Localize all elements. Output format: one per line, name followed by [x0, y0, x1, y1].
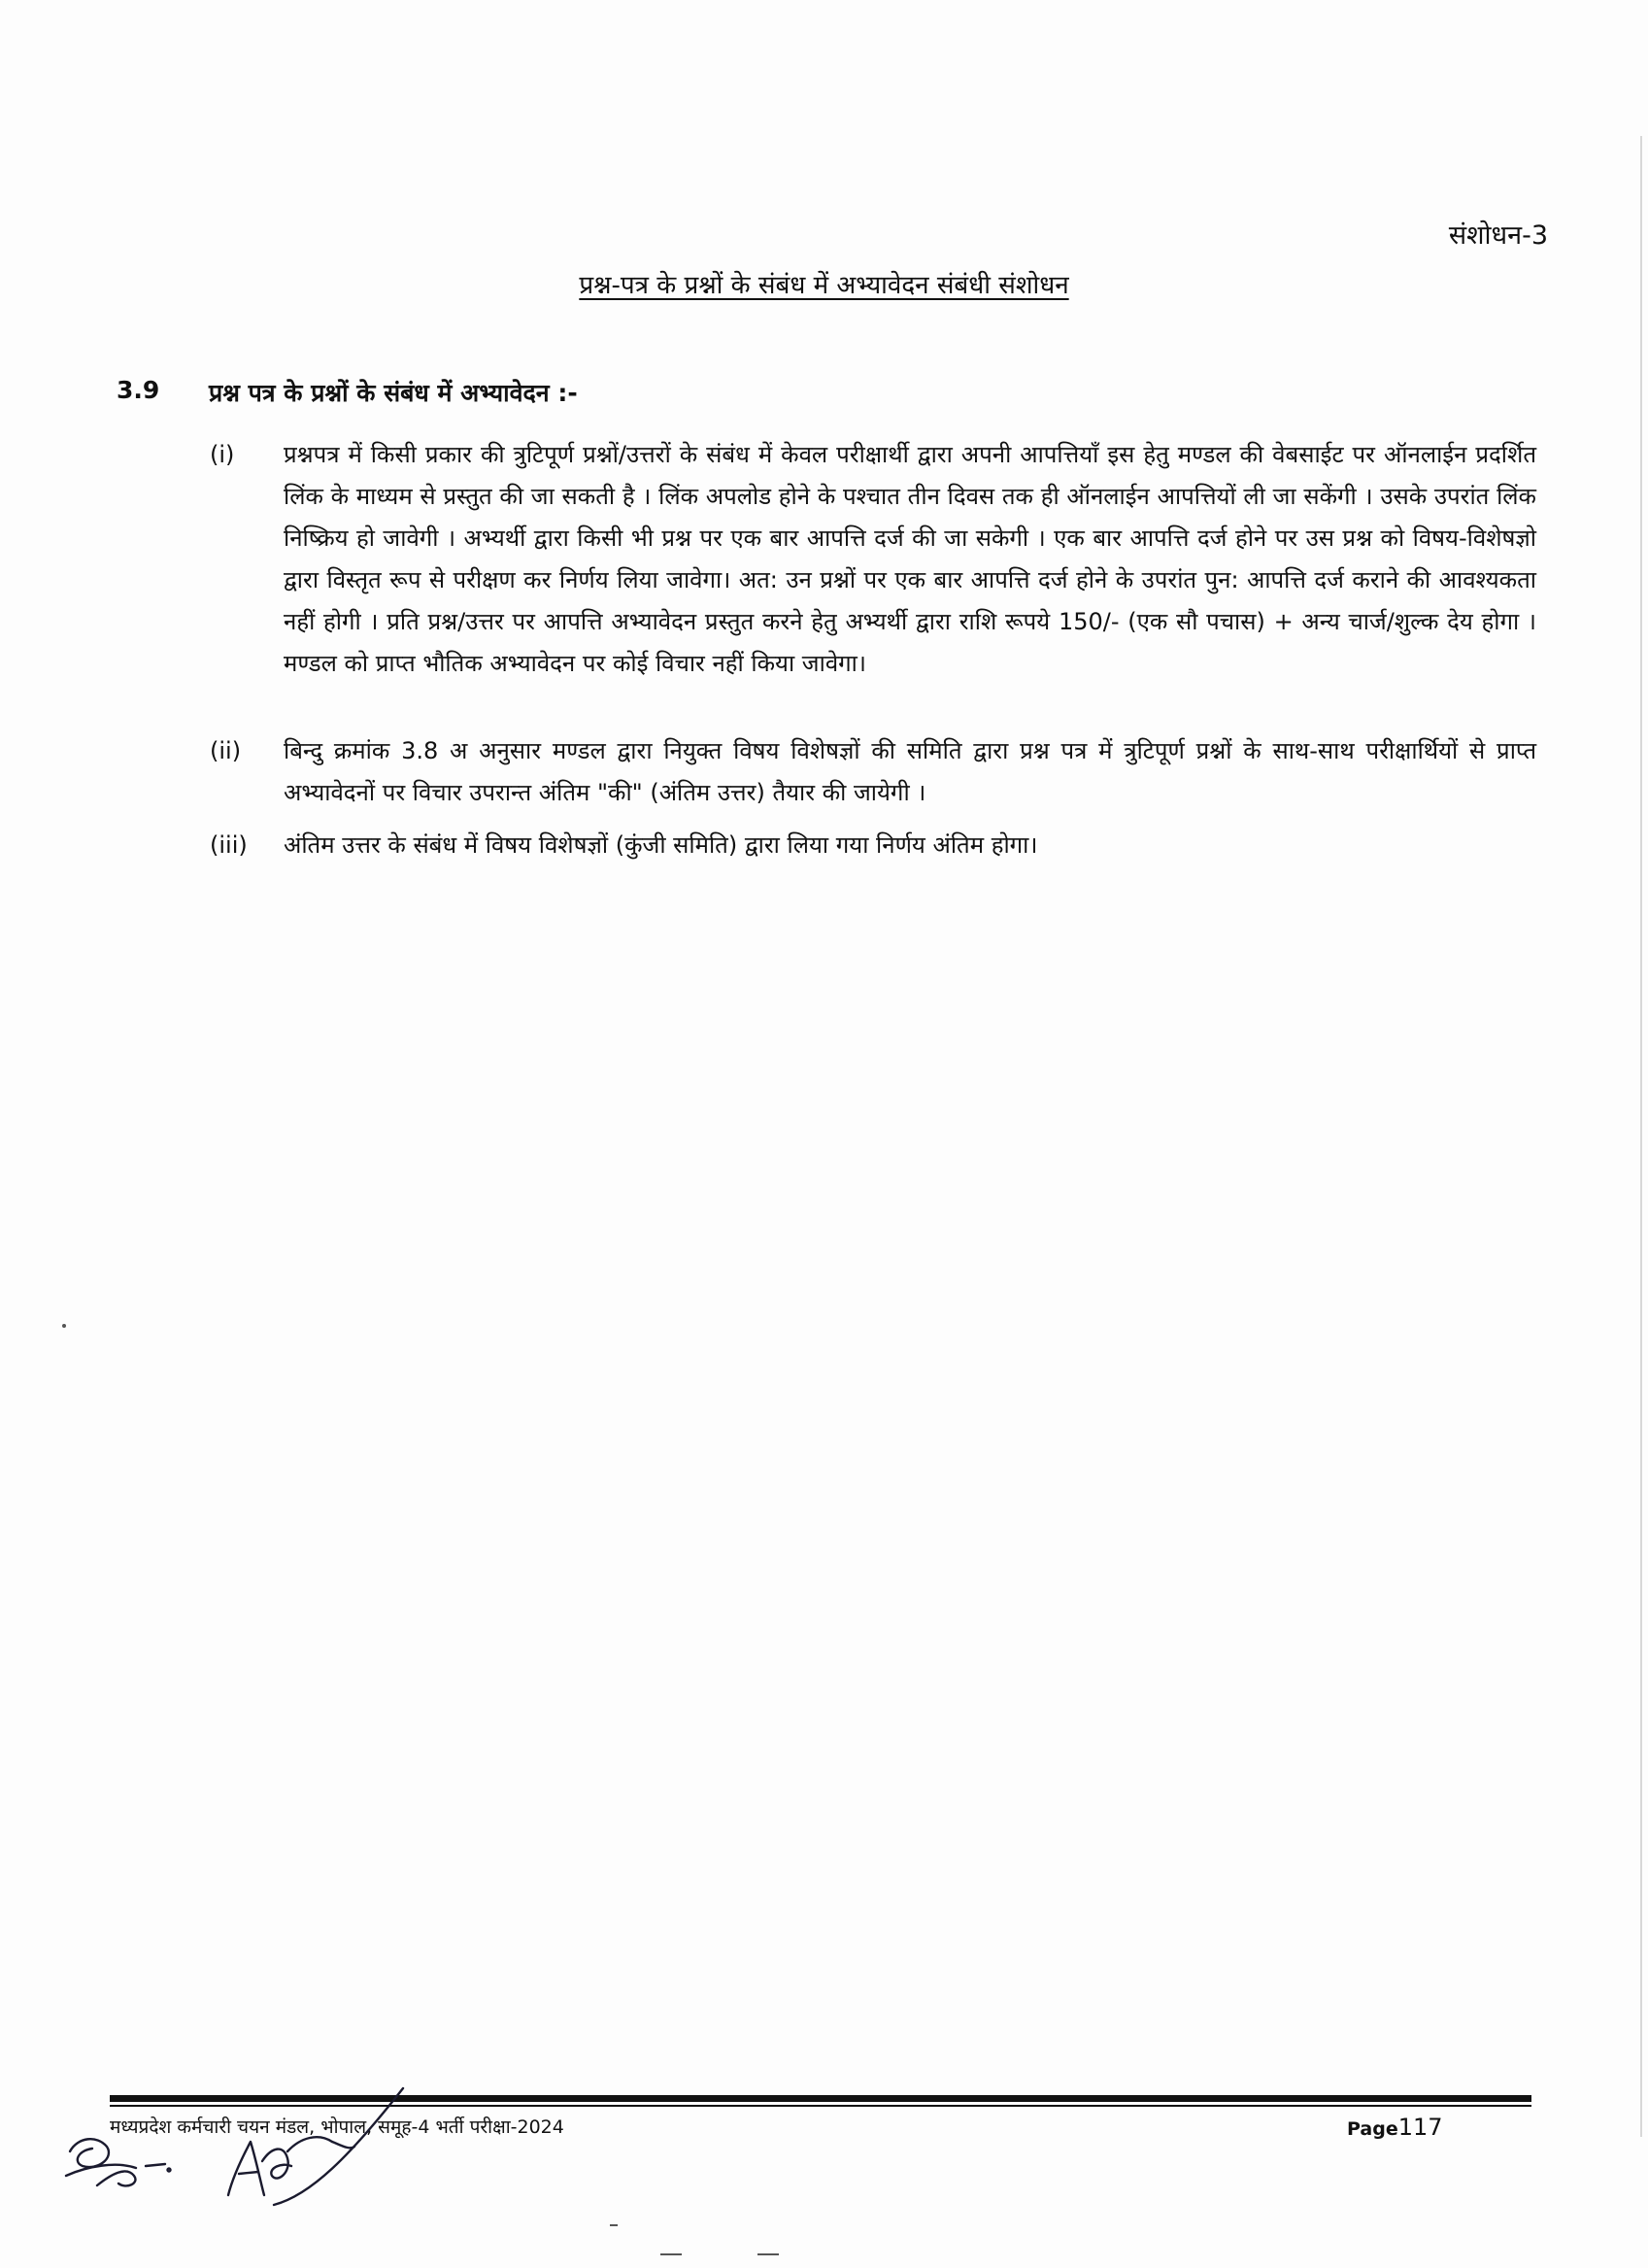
list-item [210, 825, 1536, 866]
list-item-text: बिन्दु क्रमांक 3.8 अ अनुसार मण्डल द्वारा नियुक्त विषय विशेषज्ञों की समिति द्वारा प्रश्न पत्र में त्रुटिपूर्ण प्रश्नों के साथ-साथ परीक्षार्थियों से प्राप्त अभ्यावेदनों पर विचार उपरान्त अंतिम "की" (अंतिम उत्तर) तैयार की जायेगी । [284, 737, 1536, 806]
scan-speck [757, 2253, 779, 2255]
list-item-label: (i) [210, 441, 235, 468]
page-label: Page [1347, 2118, 1398, 2140]
scan-speck [62, 1324, 66, 1328]
list-item [210, 730, 1536, 814]
list-item-text: प्रश्नपत्र में किसी प्रकार की त्रुटिपूर्ण प्रश्नों/उत्तरों के संबंध में केवल परीक्षार्थी द्वारा अपनी आपत्तियाँ इस हेतु मण्डल की वेबसाईट पर ऑनलाईन प्रदर्शित लिंक के माध्यम से प्रस्तुत की जा सकती है । लिंक अपलोड होने के पश्चात तीन दिवस तक ही ऑनलाईन आपत्तियों ली जा सकेंगी । उसके उपरांत लिंक निष्क्रिय हो जावेगी । अभ्यर्थी द्वारा किसी भी प्रश्न पर एक बार आपत्ति दर्ज की जा सकेगी । एक बार आपत्ति दर्ज होने पर उस प्रश्न को विषय-विशेषज्ञो द्वारा विस्तृत रूप से परीक्षण कर निर्णय लिया जावेगा। अत: उन प्रश्नों पर एक बार आपत्ति दर्ज होने के उपरांत पुन: आपत्ति दर्ज कराने की आवश्यकता नहीं होगी । प्रति प्रश्न/उत्तर पर आपत्ति अभ्यावेदन प्रस्तुत करने हेतु अभ्यर्थी द्वारा राशि रूपये 150/- (एक सौ पचास) + अन्य चार्ज/शुल्क देय होगा । मण्डल को प्राप्त भौतिक अभ्यावेदन पर कोई विचार नहीं किया जावेगा। [284, 441, 1536, 677]
list-item-label: (ii) [210, 737, 242, 764]
scan-speck [660, 2253, 682, 2255]
scan-speck [610, 2224, 618, 2226]
page-number: 117 [1397, 2114, 1443, 2141]
handwritten-signature [58, 2069, 563, 2224]
amendment-label: संशोधन-3 [1448, 220, 1548, 251]
list-item-text: अंतिम उत्तर के संबंध में विषय विशेषज्ञों (कुंजी समिति) द्वारा लिया गया निर्णय अंतिम होगा। [284, 831, 1038, 859]
list-item-label: (iii) [210, 831, 248, 859]
section-heading-text: प्रश्न पत्र के प्रश्नों के संबंध में अभ्यावेदन :- [209, 379, 578, 407]
section-heading [117, 376, 578, 409]
list-item [210, 434, 1536, 685]
section-number: 3.9 [117, 376, 160, 404]
document-title: प्रश्न-पत्र के प्रश्नों के संबंध में अभ्यावेदन संबंधी संशोधन [579, 271, 1069, 300]
scan-edge-line [1640, 136, 1642, 2137]
footer-org-text: मध्यप्रदेश कर्मचारी चयन मंडल, भोपाल, समूह-4 भर्ती परीक्षा-2024 [110, 2116, 564, 2138]
footer-page-number [1347, 2114, 1443, 2141]
